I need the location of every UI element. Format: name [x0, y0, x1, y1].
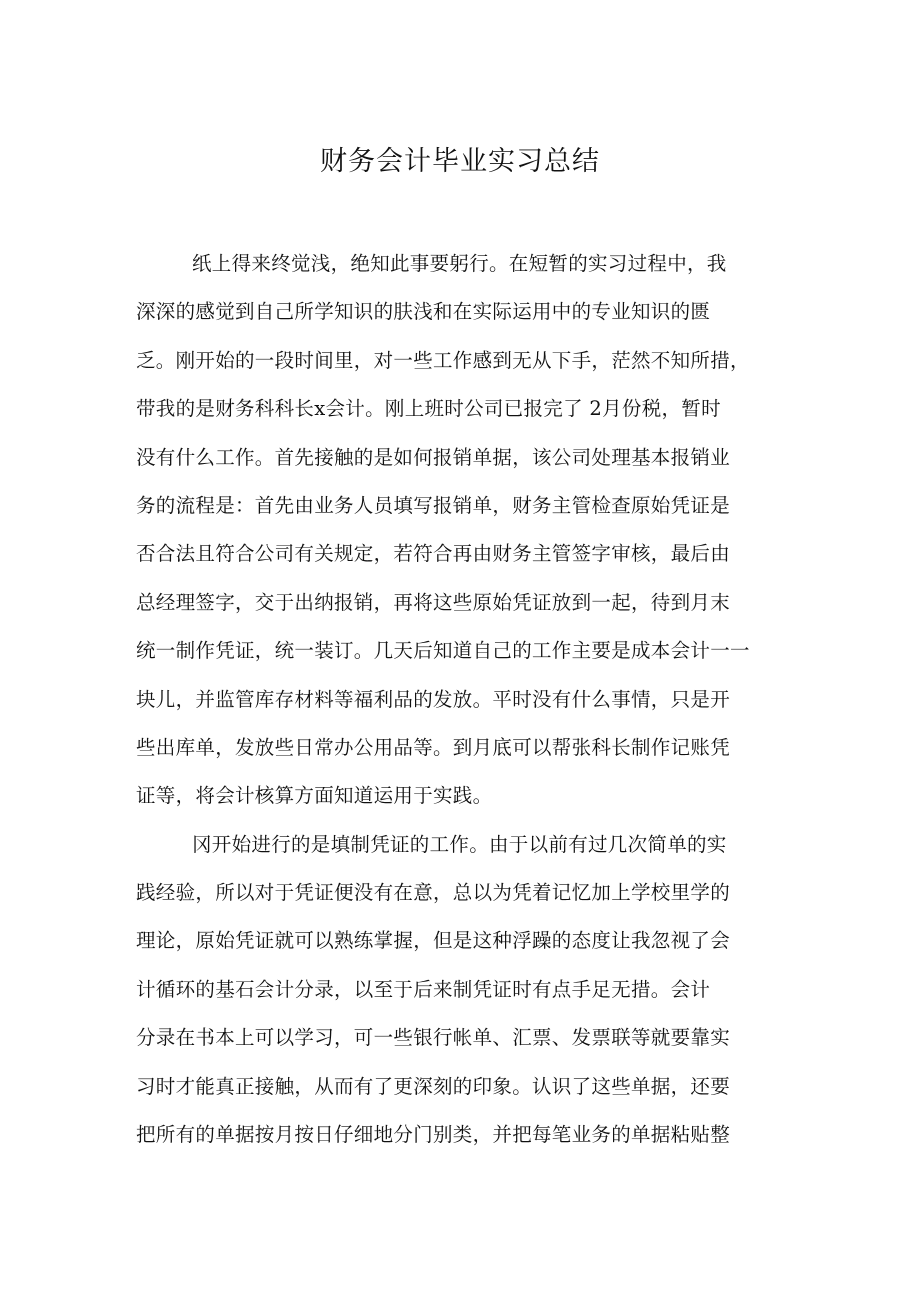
text-line: 计循环的基石会计分录，以至于后来制凭证时有点手足无措。会计	[136, 977, 711, 1001]
text-line: 没有什么工作。首先接触的是如何报销单据，该公司处理基本报销业	[136, 445, 731, 469]
text-line: 理论，原始凭证就可以熟练掌握，但是这种浮躁的态度让我忽视了会	[136, 929, 731, 953]
text-line: 冈开始进行的是填制凭证的工作。由于以前有过几次简单的实	[192, 832, 727, 856]
text-line: 把所有的单据按月按日仔细地分门别类，并把每笔业务的单据粘贴整	[136, 1123, 731, 1147]
text-line: 块儿，并监管库存材料等福利品的发放。平时没有什么事情，只是开	[136, 687, 731, 711]
text-line: 带我的是财务科科长x会计。刚上班时公司已报完了 2月份税，暂时	[136, 397, 721, 421]
text-line: 分录在书本上可以学习，可一些银行帐单、汇票、发票联等就要靠实	[136, 1026, 731, 1050]
text-line: 习时才能真正接触，从而有了更深刻的印象。认识了这些单据，还要	[136, 1074, 731, 1098]
text-line: 践经验，所以对于凭证便没有在意，总以为凭着记忆加上学校里学的	[136, 881, 731, 905]
text-line: 总经理签字，交于出纳报销，再将这些原始凭证放到一起，待到月末	[136, 590, 731, 614]
text-line: 些出库单，发放些日常办公用品等。到月底可以帮张科长制作记账凭	[136, 735, 731, 759]
text-line: 深深的感觉到自己所学知识的肤浅和在实际运用中的专业知识的匮	[136, 300, 711, 324]
text-line: 务的流程是：首先由业务人员填写报销单，财务主管检查原始凭证是	[136, 493, 731, 517]
document-title: 财务会计毕业实习总结	[320, 146, 600, 177]
document-body	[136, 244, 776, 1163]
text-line: 乏。刚开始的一段时间里，对一些工作感到无从下手，茫然不知所措，	[136, 348, 750, 372]
text-line: 证等，将会计核算方面知道运用于实践。	[136, 784, 493, 808]
text-line: 统一制作凭证，统一装订。几天后知道自己的工作主要是成本会计一一	[136, 639, 750, 663]
text-line: 纸上得来终觉浅，绝知此事要躬行。在短暂的实习过程中，我	[192, 252, 727, 275]
text-line: 否合法且符合公司有关规定，若符合再由财务主管签字审核，最后由	[136, 542, 731, 566]
